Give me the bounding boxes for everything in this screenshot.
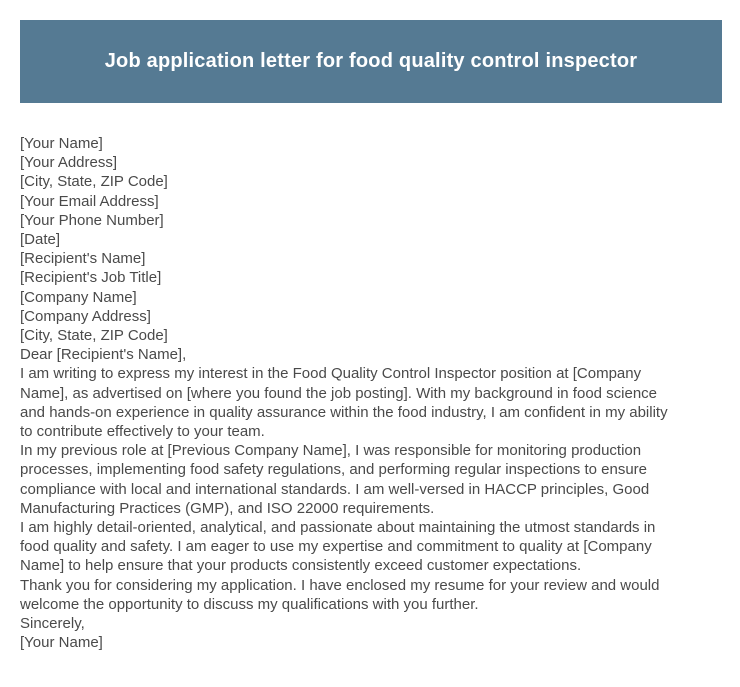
letter-line-phone: [Your Phone Number] [20,211,164,229]
letter-line-email: [Your Email Address] [20,192,159,210]
letter-line-paragraph2: Manufacturing Practices (GMP), and ISO 22000 requirements. [20,499,435,517]
letter-line-closing: Sincerely, [20,615,85,633]
letter-line-paragraph3: Name] to help ensure that your products consistently exceed customer expectations. [20,557,582,575]
letter-template-page [0,20,740,652]
letter-line-paragraph1: I am writing to express my interest in the Food Quality Control Inspector position at [Company [20,365,642,383]
letter-body [20,134,740,652]
letter-line-paragraph1: Name], as advertised on [where you found the job posting]. With my background in food science [20,384,658,402]
letter-line-paragraph3: food quality and safety. I am eager to use my expertise and commitment to quality at [Company [20,538,652,556]
letter-line-salutation: Dear [Recipient's Name], [20,346,187,364]
letter-line-paragraph2: In my previous role at [Previous Company Name], I was responsible for monitoring production [20,442,642,460]
letter-line-city-state-zip: [City, State, ZIP Code] [20,173,168,191]
page-title: Job application letter for food quality control inspector [104,50,638,72]
letter-line-paragraph4: welcome the opportunity to discuss my qualifications with you further. [20,595,479,613]
letter-line-paragraph3: I am highly detail-oriented, analytical, and passionate about maintaining the utmost standards in [20,519,656,537]
letter-line-paragraph2: compliance with local and international standards. I am well-versed in HACCP principles, Good [20,480,650,498]
letter-line-company-city-state-zip: [City, State, ZIP Code] [20,327,168,345]
letter-line-company-address: [Company Address] [20,307,151,325]
letter-line-company-name: [Company Name] [20,288,137,306]
letter-line-paragraph2: processes, implementing food safety regulations, and performing regular inspections to ensure [20,461,648,479]
letter-line-signature: [Your Name] [20,634,103,652]
title-banner [20,20,722,103]
letter-line-recipient-job-title: [Recipient's Job Title] [20,269,162,287]
letter-line-paragraph4: Thank you for considering my application. I have enclosed my resume for your review and would [20,576,660,594]
letter-line-paragraph1: to contribute effectively to your team. [20,423,265,441]
letter-line-your-address: [Your Address] [20,154,118,172]
letter-line-paragraph1: and hands-on experience in quality assurance within the food industry, I am confident in my ability [20,403,668,421]
letter-line-recipient-name: [Recipient's Name] [20,250,146,268]
letter-line-date: [Date] [20,231,61,249]
letter-line-your-name: [Your Name] [20,135,103,152]
